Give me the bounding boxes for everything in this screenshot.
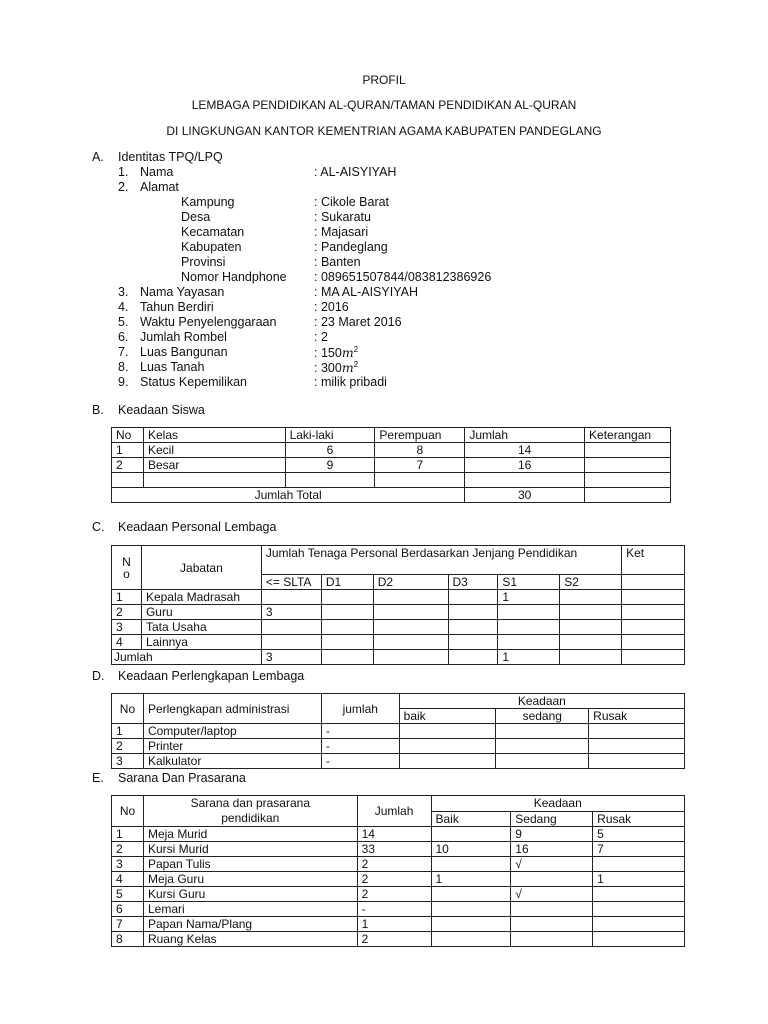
column-group-header: Keadaan: [399, 694, 684, 709]
table-cell: 10: [431, 842, 511, 857]
table-row: [112, 932, 685, 947]
area-unit-exponent: 2: [353, 344, 359, 354]
total-label: Jumlah Total: [112, 488, 465, 503]
table-cell: 5: [593, 827, 685, 842]
column-header-ket: Ket: [622, 546, 685, 575]
table-row: [112, 443, 671, 458]
column-subheader: S2: [560, 575, 622, 590]
table-cell: 2: [112, 739, 144, 754]
total-value: 3: [261, 650, 321, 665]
area-unit: m: [341, 345, 354, 360]
table-cell: [511, 917, 593, 932]
student-table: [111, 427, 671, 503]
table-cell: [593, 857, 685, 872]
identity-item-value: [314, 270, 491, 284]
table-cell: Lemari: [143, 902, 357, 917]
table-cell: [399, 739, 496, 754]
table-cell: [511, 902, 593, 917]
table-cell: 1: [593, 872, 685, 887]
identity-item-label: Nama Yayasan: [140, 285, 225, 299]
table-cell: [375, 473, 465, 488]
table-cell: [589, 724, 685, 739]
table-cell: √: [511, 857, 593, 872]
table-cell: 33: [357, 842, 431, 857]
column-header: jumlah: [321, 694, 399, 724]
table-cell: [496, 724, 589, 739]
table-cell: [585, 473, 671, 488]
table-row: [112, 917, 685, 932]
table-cell: [589, 754, 685, 769]
table-cell: [498, 605, 560, 620]
table-cell: 4: [112, 872, 144, 887]
table-cell: 1: [112, 443, 144, 458]
identity-item-value: [314, 315, 402, 329]
table-cell: 6: [285, 443, 375, 458]
table-cell: Papan Tulis: [143, 857, 357, 872]
table-cell: [622, 590, 685, 605]
table-cell: [431, 902, 511, 917]
column-subheader: D3: [448, 575, 498, 590]
facilities-table: [111, 795, 685, 947]
table-cell: [431, 827, 511, 842]
identity-item-label: Waktu Penyelenggaraan: [140, 315, 277, 329]
table-cell: [112, 473, 144, 488]
table-cell: [560, 635, 622, 650]
total-label: Jumlah: [112, 650, 262, 665]
column-header-sarana: [143, 796, 357, 827]
total-value: 1: [498, 650, 560, 665]
section-c-title: Keadaan Personal Lembaga: [118, 520, 277, 534]
table-cell: 2: [357, 872, 431, 887]
total-value: [373, 650, 448, 665]
section-c-letter: C.: [92, 520, 105, 534]
column-header: Keterangan: [585, 428, 671, 443]
section-a-letter: A.: [92, 150, 104, 164]
table-cell: 9: [511, 827, 593, 842]
column-subheader: baik: [399, 709, 496, 724]
identity-item-value: [314, 195, 389, 209]
identity-item-label: Desa: [181, 210, 211, 224]
table-row: [112, 620, 685, 635]
table-cell: [373, 620, 448, 635]
table-cell: -: [321, 724, 399, 739]
table-cell: [285, 473, 375, 488]
section-a-title: Identitas TPQ/LPQ: [118, 150, 223, 164]
table-total-row: [112, 488, 671, 503]
table-header-row: [112, 546, 685, 575]
table-row: [112, 605, 685, 620]
identity-item-label: Alamat: [140, 180, 179, 194]
table-cell: [560, 590, 622, 605]
identity-item-value: [314, 165, 396, 179]
total-value: [622, 650, 685, 665]
table-row: [112, 842, 685, 857]
table-cell: [560, 620, 622, 635]
table-cell: -: [357, 902, 431, 917]
section-d-letter: D.: [92, 669, 105, 683]
table-cell: [373, 605, 448, 620]
table-cell: Kursi Murid: [143, 842, 357, 857]
identity-item-number: 5.: [118, 315, 129, 329]
table-cell: 7: [375, 458, 465, 473]
table-cell: Ruang Kelas: [143, 932, 357, 947]
column-subheader: S1: [498, 575, 560, 590]
table-cell: [585, 443, 671, 458]
table-cell: 8: [375, 443, 465, 458]
identity-item-number: 6.: [118, 330, 129, 344]
column-subheader: Rusak: [593, 811, 685, 827]
table-cell: 2: [357, 857, 431, 872]
table-row: [112, 635, 685, 650]
table-cell: 3: [261, 605, 321, 620]
header-line: pendidikan: [221, 811, 280, 825]
table-cell: Computer/laptop: [143, 724, 321, 739]
table-header-row: [112, 796, 685, 812]
table-cell: [261, 590, 321, 605]
column-header: Perlengkapan administrasi: [143, 694, 321, 724]
table-cell: [498, 635, 560, 650]
column-header: Kelas: [143, 428, 285, 443]
table-cell: [448, 590, 498, 605]
identity-item-number: 7.: [118, 345, 129, 359]
table-cell: 1: [112, 590, 142, 605]
table-cell: [261, 635, 321, 650]
identity-item-value-text: : Cikole Barat: [314, 195, 390, 209]
table-cell: [622, 605, 685, 620]
identity-item-number: 2.: [118, 180, 129, 194]
column-group-header: Keadaan: [431, 796, 685, 812]
identity-item-value: [314, 345, 358, 360]
table-cell: √: [511, 887, 593, 902]
identity-item-value: [314, 375, 387, 389]
table-cell: 1: [112, 724, 144, 739]
identity-item-value: [314, 360, 358, 375]
identity-item-number: 3.: [118, 285, 129, 299]
table-cell: 1: [357, 917, 431, 932]
table-cell: 3: [112, 754, 144, 769]
table-cell: [431, 887, 511, 902]
header-line: Sarana dan prasarana: [190, 796, 310, 810]
identity-item-value: [314, 330, 328, 344]
table-cell: Lainnya: [141, 635, 261, 650]
table-cell: 3: [112, 620, 142, 635]
table-cell: Kecil: [143, 443, 285, 458]
table-cell: [448, 620, 498, 635]
table-row: [112, 590, 685, 605]
identity-item-value-text: : Sukaratu: [314, 210, 371, 224]
identity-item-label: Provinsi: [181, 255, 226, 269]
table-cell: Printer: [143, 739, 321, 754]
table-cell: [585, 458, 671, 473]
table-row: [112, 458, 671, 473]
table-cell: [593, 917, 685, 932]
identity-item-label: Status Kepemilikan: [140, 375, 248, 389]
doc-subtitle-2: DI LINGKUNGAN KANTOR KEMENTRIAN AGAMA KABUPATEN PANDEGLANG: [166, 124, 602, 138]
table-cell: [498, 620, 560, 635]
table-cell: [431, 932, 511, 947]
table-cell: 2: [112, 842, 144, 857]
table-cell: 16: [511, 842, 593, 857]
table-cell: [373, 590, 448, 605]
no-header-line: o: [123, 566, 130, 581]
identity-item-value-text: : Banten: [314, 255, 361, 269]
table-cell: 1: [431, 872, 511, 887]
column-subheader: sedang: [496, 709, 589, 724]
table-row: [112, 902, 685, 917]
table-cell: Kalkulator: [143, 754, 321, 769]
table-cell: Guru: [141, 605, 261, 620]
section-b-title: Keadaan Siswa: [118, 403, 205, 417]
table-cell: [496, 754, 589, 769]
table-cell: 16: [465, 458, 585, 473]
section-b-letter: B.: [92, 403, 104, 417]
equipment-table: [111, 693, 685, 769]
identity-item-label: Kecamatan: [181, 225, 245, 239]
column-header: Laki-laki: [285, 428, 375, 443]
table-cell: 14: [465, 443, 585, 458]
table-row: [112, 754, 685, 769]
table-header-row: [112, 694, 685, 709]
doc-title: PROFIL: [362, 73, 406, 87]
table-cell: [321, 635, 373, 650]
table-cell: Meja Guru: [143, 872, 357, 887]
column-subheader: Sedang: [511, 811, 593, 827]
identity-item-value-text: : milik pribadi: [314, 375, 387, 389]
identity-item-label: Luas Bangunan: [140, 345, 228, 359]
column-header-no: [112, 546, 142, 590]
total-value: [560, 650, 622, 665]
identity-item-label: Jumlah Rombel: [140, 330, 227, 344]
table-cell: -: [321, 739, 399, 754]
identity-item-label: Kampung: [181, 195, 235, 209]
table-cell: [373, 635, 448, 650]
table-cell: -: [321, 754, 399, 769]
identity-item-value-text: : 2016: [314, 300, 349, 314]
table-cell: 8: [112, 932, 144, 947]
identity-item-value-text: : 150: [314, 346, 342, 360]
table-cell: [622, 575, 685, 590]
table-cell: 7: [112, 917, 144, 932]
table-cell: Meja Murid: [143, 827, 357, 842]
table-row: [112, 739, 685, 754]
table-row: [112, 724, 685, 739]
identity-item-label: Nomor Handphone: [181, 270, 287, 284]
table-cell: 2: [357, 887, 431, 902]
identity-item-value: [314, 225, 368, 239]
total-value: [448, 650, 498, 665]
column-header: Jumlah: [357, 796, 431, 827]
table-cell: Papan Nama/Plang: [143, 917, 357, 932]
area-unit: m: [341, 360, 354, 375]
identity-item-value-text: : AL-AISYIYAH: [314, 165, 397, 179]
total-value: [321, 650, 373, 665]
table-row: [112, 827, 685, 842]
table-cell: 6: [112, 902, 144, 917]
identity-item-number: 4.: [118, 300, 129, 314]
table-cell: 14: [357, 827, 431, 842]
column-header: No: [112, 796, 144, 827]
table-cell: [511, 932, 593, 947]
table-cell: Besar: [143, 458, 285, 473]
table-cell: [511, 872, 593, 887]
table-row: [112, 857, 685, 872]
table-cell: Kepala Madrasah: [141, 590, 261, 605]
identity-item-value: [314, 255, 361, 269]
table-cell: [399, 754, 496, 769]
identity-item-number: 8.: [118, 360, 129, 374]
identity-item-value-text: : 23 Maret 2016: [314, 315, 402, 329]
table-cell: 9: [285, 458, 375, 473]
table-cell: 1: [112, 827, 144, 842]
table-cell: [593, 932, 685, 947]
column-header-jabatan: Jabatan: [141, 546, 261, 590]
section-d-title: Keadaan Perlengkapan Lembaga: [118, 669, 305, 683]
identity-item-value-text: : Pandeglang: [314, 240, 388, 254]
table-cell: 3: [112, 857, 144, 872]
identity-item-value-text: : Majasari: [314, 225, 369, 239]
section-e-letter: E.: [92, 771, 104, 785]
personnel-table: [111, 545, 685, 665]
table-cell: [593, 902, 685, 917]
total-value: 30: [465, 488, 585, 503]
identity-item-value-text: : 2: [314, 330, 328, 344]
table-cell: 5: [112, 887, 144, 902]
identity-item-label: Tahun Berdiri: [140, 300, 214, 314]
column-subheader: D2: [373, 575, 448, 590]
table-cell: 4: [112, 635, 142, 650]
table-cell: [448, 605, 498, 620]
identity-item-value: [314, 300, 349, 314]
identity-item-label: Nama: [140, 165, 174, 179]
identity-item-label: Luas Tanah: [140, 360, 205, 374]
identity-item-value-text: : MA AL-AISYIYAH: [314, 285, 418, 299]
table-cell: [465, 473, 585, 488]
area-unit-exponent: 2: [353, 359, 359, 369]
no-header-line: N: [122, 554, 131, 569]
table-cell: 2: [112, 605, 142, 620]
column-group-header: Jumlah Tenaga Personal Berdasarkan Jenjang Pendidikan: [261, 546, 621, 575]
table-row: [112, 872, 685, 887]
column-subheader: Rusak: [589, 709, 685, 724]
table-cell: [143, 473, 285, 488]
column-header: No: [112, 694, 144, 724]
table-cell: [431, 917, 511, 932]
table-cell: [585, 488, 671, 503]
table-cell: [399, 724, 496, 739]
table-cell: [622, 620, 685, 635]
column-header: Jumlah: [465, 428, 585, 443]
table-cell: [622, 635, 685, 650]
table-cell: [589, 739, 685, 754]
doc-subtitle: LEMBAGA PENDIDIKAN AL-QURAN/TAMAN PENDIDIKAN AL-QURAN: [191, 98, 577, 112]
identity-item-number: 9.: [118, 375, 129, 389]
identity-item-value-text: : 089651507844/083812386926: [314, 270, 492, 284]
table-cell: [496, 739, 589, 754]
identity-item-value-text: : 300: [314, 361, 342, 375]
table-cell: [261, 620, 321, 635]
column-header: Perempuan: [375, 428, 465, 443]
identity-item-value: [314, 285, 418, 299]
table-cell: [321, 620, 373, 635]
column-header: No: [112, 428, 144, 443]
table-cell: 1: [498, 590, 560, 605]
identity-item-label: Kabupaten: [181, 240, 242, 254]
table-row: [112, 473, 671, 488]
column-subheader: D1: [321, 575, 373, 590]
table-cell: [321, 605, 373, 620]
table-cell: 7: [593, 842, 685, 857]
table-cell: [560, 605, 622, 620]
table-header-row: [112, 428, 671, 443]
table-cell: Tata Usaha: [141, 620, 261, 635]
table-cell: [321, 590, 373, 605]
table-cell: Kursi Guru: [143, 887, 357, 902]
column-subheader: <= SLTA: [261, 575, 321, 590]
identity-item-number: 1.: [118, 165, 129, 179]
column-subheader: Baik: [431, 811, 511, 827]
table-row: [112, 887, 685, 902]
table-cell: [593, 887, 685, 902]
identity-item-value: [314, 240, 388, 254]
table-cell: [431, 857, 511, 872]
table-cell: 2: [112, 458, 144, 473]
table-cell: [448, 635, 498, 650]
section-e-title: Sarana Dan Prasarana: [118, 771, 246, 785]
table-total-row: [112, 650, 685, 665]
table-cell: 2: [357, 932, 431, 947]
identity-item-value: [314, 210, 371, 224]
